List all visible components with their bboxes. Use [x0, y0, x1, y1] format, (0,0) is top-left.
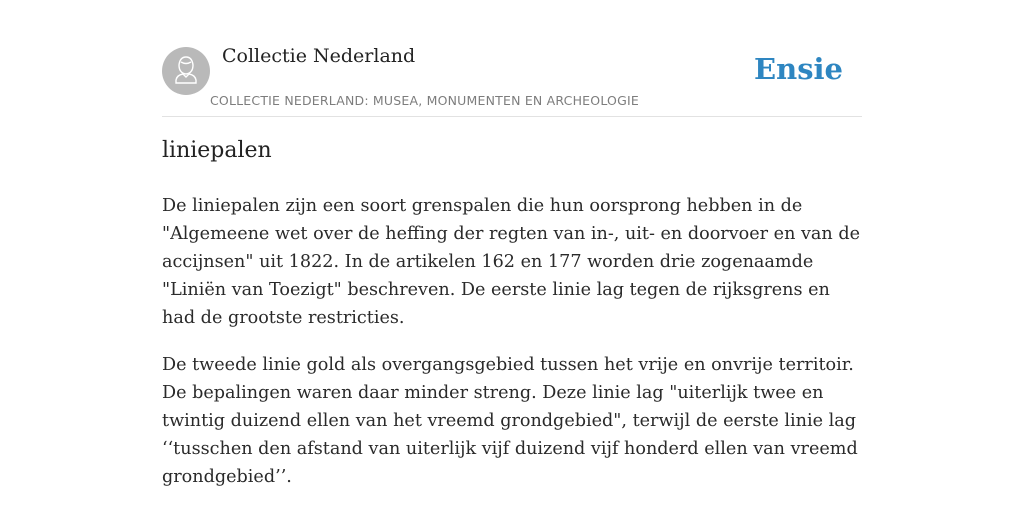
- avatar[interactable]: [162, 47, 210, 95]
- author-subtitle[interactable]: COLLECTIE NEDERLAND: MUSEA, MONUMENTEN EN ARCHEOLOGIE: [210, 93, 639, 108]
- article-header: [162, 0, 862, 117]
- article-paragraph: De tweede linie gold als overgangsgebied tussen het vrije en onvrije territoir. De bepalingen waren daar minder streng. Deze linie lag "uiterlijk twee en twintig duizend ellen van het vreemd grondgebied", terwijl de eerste linie lag ‘‘tusschen den afstand van uiterlijk vijf duizend vijf honderd ellen van vreemd grondgebied’’.: [162, 355, 858, 487]
- page-title: liniepalen: [162, 138, 272, 163]
- brand-logo[interactable]: Ensie: [754, 52, 843, 86]
- article-body: [162, 192, 862, 510]
- user-icon: [162, 47, 210, 95]
- article-paragraph: De liniepalen zijn een soort grenspalen die hun oorsprong hebben in de "Algemeene wet over de heffing der regten van in-, uit- en doorvoer en van de accijnsen" uit 1822. In de artikelen 162 en 177 worden drie zogenaamde "Liniën van Toezigt" beschreven. De eerste linie lag tegen de rijksgrens en had de grootste restricties.: [162, 196, 861, 328]
- author-name[interactable]: Collectie Nederland: [222, 45, 416, 67]
